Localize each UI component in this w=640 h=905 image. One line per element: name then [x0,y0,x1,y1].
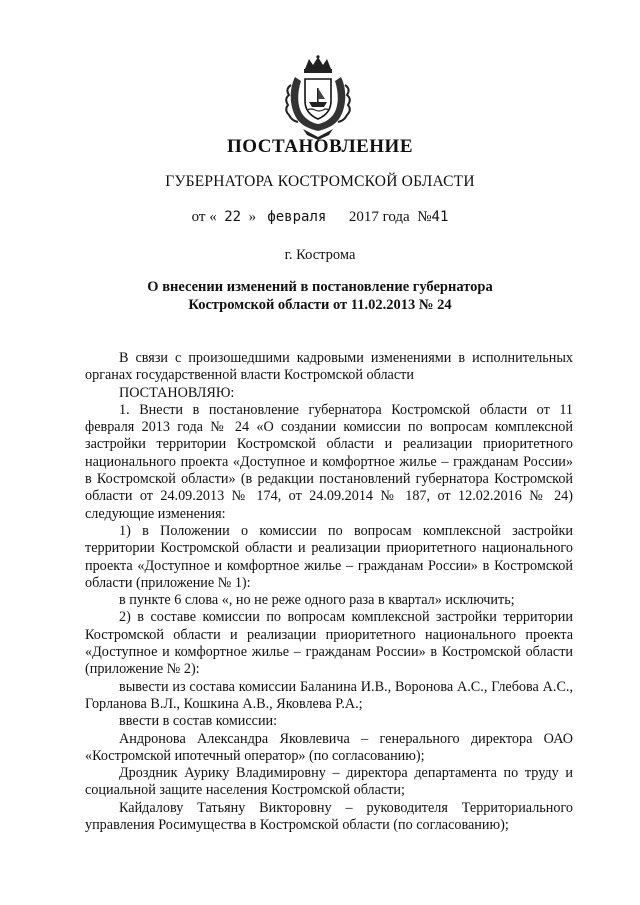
paragraph: в пункте 6 слова «, но не реже одного раза в квартал» исключить; [119,592,515,609]
paragraph: вывести из состава комиссии Баланина И.В., Воронова А.С., Глебова А.С., Горланова В.Л., Кошкина А.В., Яковлева Р.А.; [85,678,573,712]
date-year: 2017 года [348,209,410,225]
issuer-line: ГУБЕРНАТОРА КОСТРОМСКОЙ ОБЛАСТИ [165,173,475,190]
date-prefix: от « [191,209,217,225]
heading-line-2: Костромской области от 11.02.2013 № 24 [188,297,452,313]
document-title: ПОСТАНОВЛЕНИЕ [226,136,414,157]
document-body [85,350,573,834]
paragraph: Кайдалову Татьяну Викторовну – руководителя Территориального управления Росимущества в Костромской области (по согласованию); [85,799,573,834]
document-heading [0,278,640,314]
paragraph: В связи с произошедшими кадровыми изменениями в исполнительных органах государственной власти Костромской области [85,350,573,384]
paragraph: ПОСТАНОВЛЯЮ: [119,384,235,401]
date-month: февраля [267,209,327,225]
paragraph: 1) в Положении о комиссии по вопросам комплексной застройки территории Костромской области и реализации приоритетного национального проекта «Доступное и комфортное жилье – гражданам России» в Костромской области (приложение № 1): [85,522,573,591]
date-mid: » [248,209,257,225]
date-line [0,209,640,226]
date-day: 22 [224,209,242,225]
paragraph: ввести в состав комиссии: [119,713,278,730]
paragraph: Дроздник Аурику Владимировну – директора департамента по труду и социальной защите населения Костромской области; [85,765,573,799]
paragraph: Андронова Александра Яковлевича – генерального директора ОАО «Костромской ипотечный оператор» (по согласованию); [85,730,573,764]
coat-of-arms-icon [283,55,353,140]
heading-line-1: О внесении изменений в постановление губернатора [147,279,493,295]
document-number-prefix: № [417,209,432,225]
paragraph: 1. Внести в постановление губернатора Костромской области от 11 февраля 2013 года № 24 «О создании комиссии по вопросам комплексной застройки территории Костромской области и реализации приоритетного национального проекта «Доступное и комфортное жилье – гражданам России» в Костромской области» (в редакции постановлений губернатора Костромской области от 24.09.2013 № 174, от 24.09.2014 № 187, от 12.02.2016 № 24) следующие изменения: [85,401,573,522]
paragraph: 2) в составе комиссии по вопросам комплексной застройки территории Костромской области и реализации приоритетного национального проекта «Доступное и комфортное жилье – гражданам России» в Костромской области (приложение № 2): [85,609,573,678]
document-number: 41 [431,209,449,225]
city-line: г. Кострома [284,247,356,263]
